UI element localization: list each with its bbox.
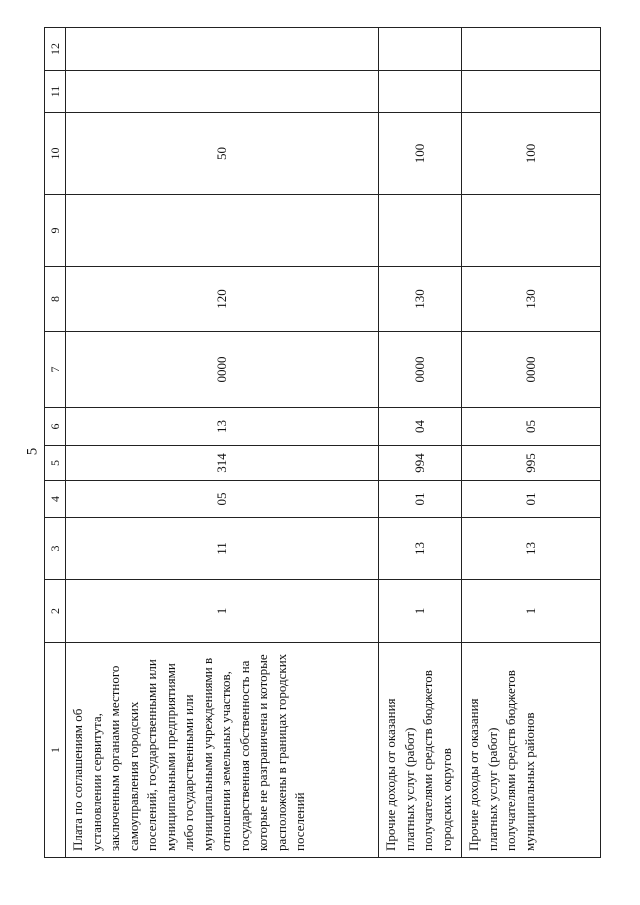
table-cell: 995 — [462, 446, 601, 481]
column-header: 2 — [45, 580, 66, 643]
column-header: 9 — [45, 195, 66, 267]
table-cell: 1 — [379, 580, 462, 643]
table-cell: 01 — [379, 481, 462, 518]
table-cell: 314 — [66, 446, 379, 481]
budget-table — [44, 27, 601, 858]
header-row — [45, 28, 66, 858]
table-row — [379, 28, 462, 858]
table-cell: 13 — [66, 408, 379, 446]
column-header: 12 — [45, 28, 66, 71]
page-number: 5 — [24, 447, 41, 456]
table-cell: 0000 — [379, 332, 462, 408]
table-cell: 04 — [379, 408, 462, 446]
table-cell — [66, 71, 379, 113]
table-cell: 1 — [462, 580, 601, 643]
table-cell: 100 — [462, 113, 601, 195]
table-cell: 01 — [462, 481, 601, 518]
table-cell — [379, 71, 462, 113]
table-cell — [462, 28, 601, 71]
column-header: 7 — [45, 332, 66, 408]
table-cell: 11 — [66, 518, 379, 580]
table-cell: 13 — [462, 518, 601, 580]
rotated-table-wrapper — [44, 28, 586, 858]
column-header: 4 — [45, 481, 66, 518]
table-cell — [462, 195, 601, 267]
table-cell: 13 — [379, 518, 462, 580]
row-name: Прочие доходы от оказания платных услуг (работ) получателями средств бюджетов городских округов — [379, 643, 462, 858]
column-header: 3 — [45, 518, 66, 580]
column-header: 10 — [45, 113, 66, 195]
table-cell: 1 — [66, 580, 379, 643]
table-cell: 130 — [379, 267, 462, 332]
table-cell: 130 — [462, 267, 601, 332]
table-frame — [44, 28, 586, 858]
column-header: 6 — [45, 408, 66, 446]
column-header: 8 — [45, 267, 66, 332]
row-name: Плата по соглашениям об установлении сервитута, заключенным органами местного самоуправления городских поселений, государственными или муниципальными предприятиями либо государственными или муниципальными учреждениями в отношении земельных участков, государственная собственность на которые не разграничена и которые расположены в границах городских поселений — [66, 643, 379, 858]
table-cell: 0000 — [462, 332, 601, 408]
table-cell — [379, 28, 462, 71]
column-header: 1 — [45, 643, 66, 858]
table-row — [462, 28, 601, 858]
table-cell: 05 — [66, 481, 379, 518]
table-row — [66, 28, 379, 858]
table-cell — [66, 28, 379, 71]
column-header: 11 — [45, 71, 66, 113]
table-cell: 120 — [66, 267, 379, 332]
row-name: Прочие доходы от оказания платных услуг (работ) получателями средств бюджетов муниципальных районов — [462, 643, 601, 858]
table-cell — [379, 195, 462, 267]
table-cell: 0000 — [66, 332, 379, 408]
table-cell: 994 — [379, 446, 462, 481]
table-cell: 05 — [462, 408, 601, 446]
table-cell: 50 — [66, 113, 379, 195]
column-header: 5 — [45, 446, 66, 481]
table-cell — [66, 195, 379, 267]
table-cell: 100 — [379, 113, 462, 195]
table-cell — [462, 71, 601, 113]
